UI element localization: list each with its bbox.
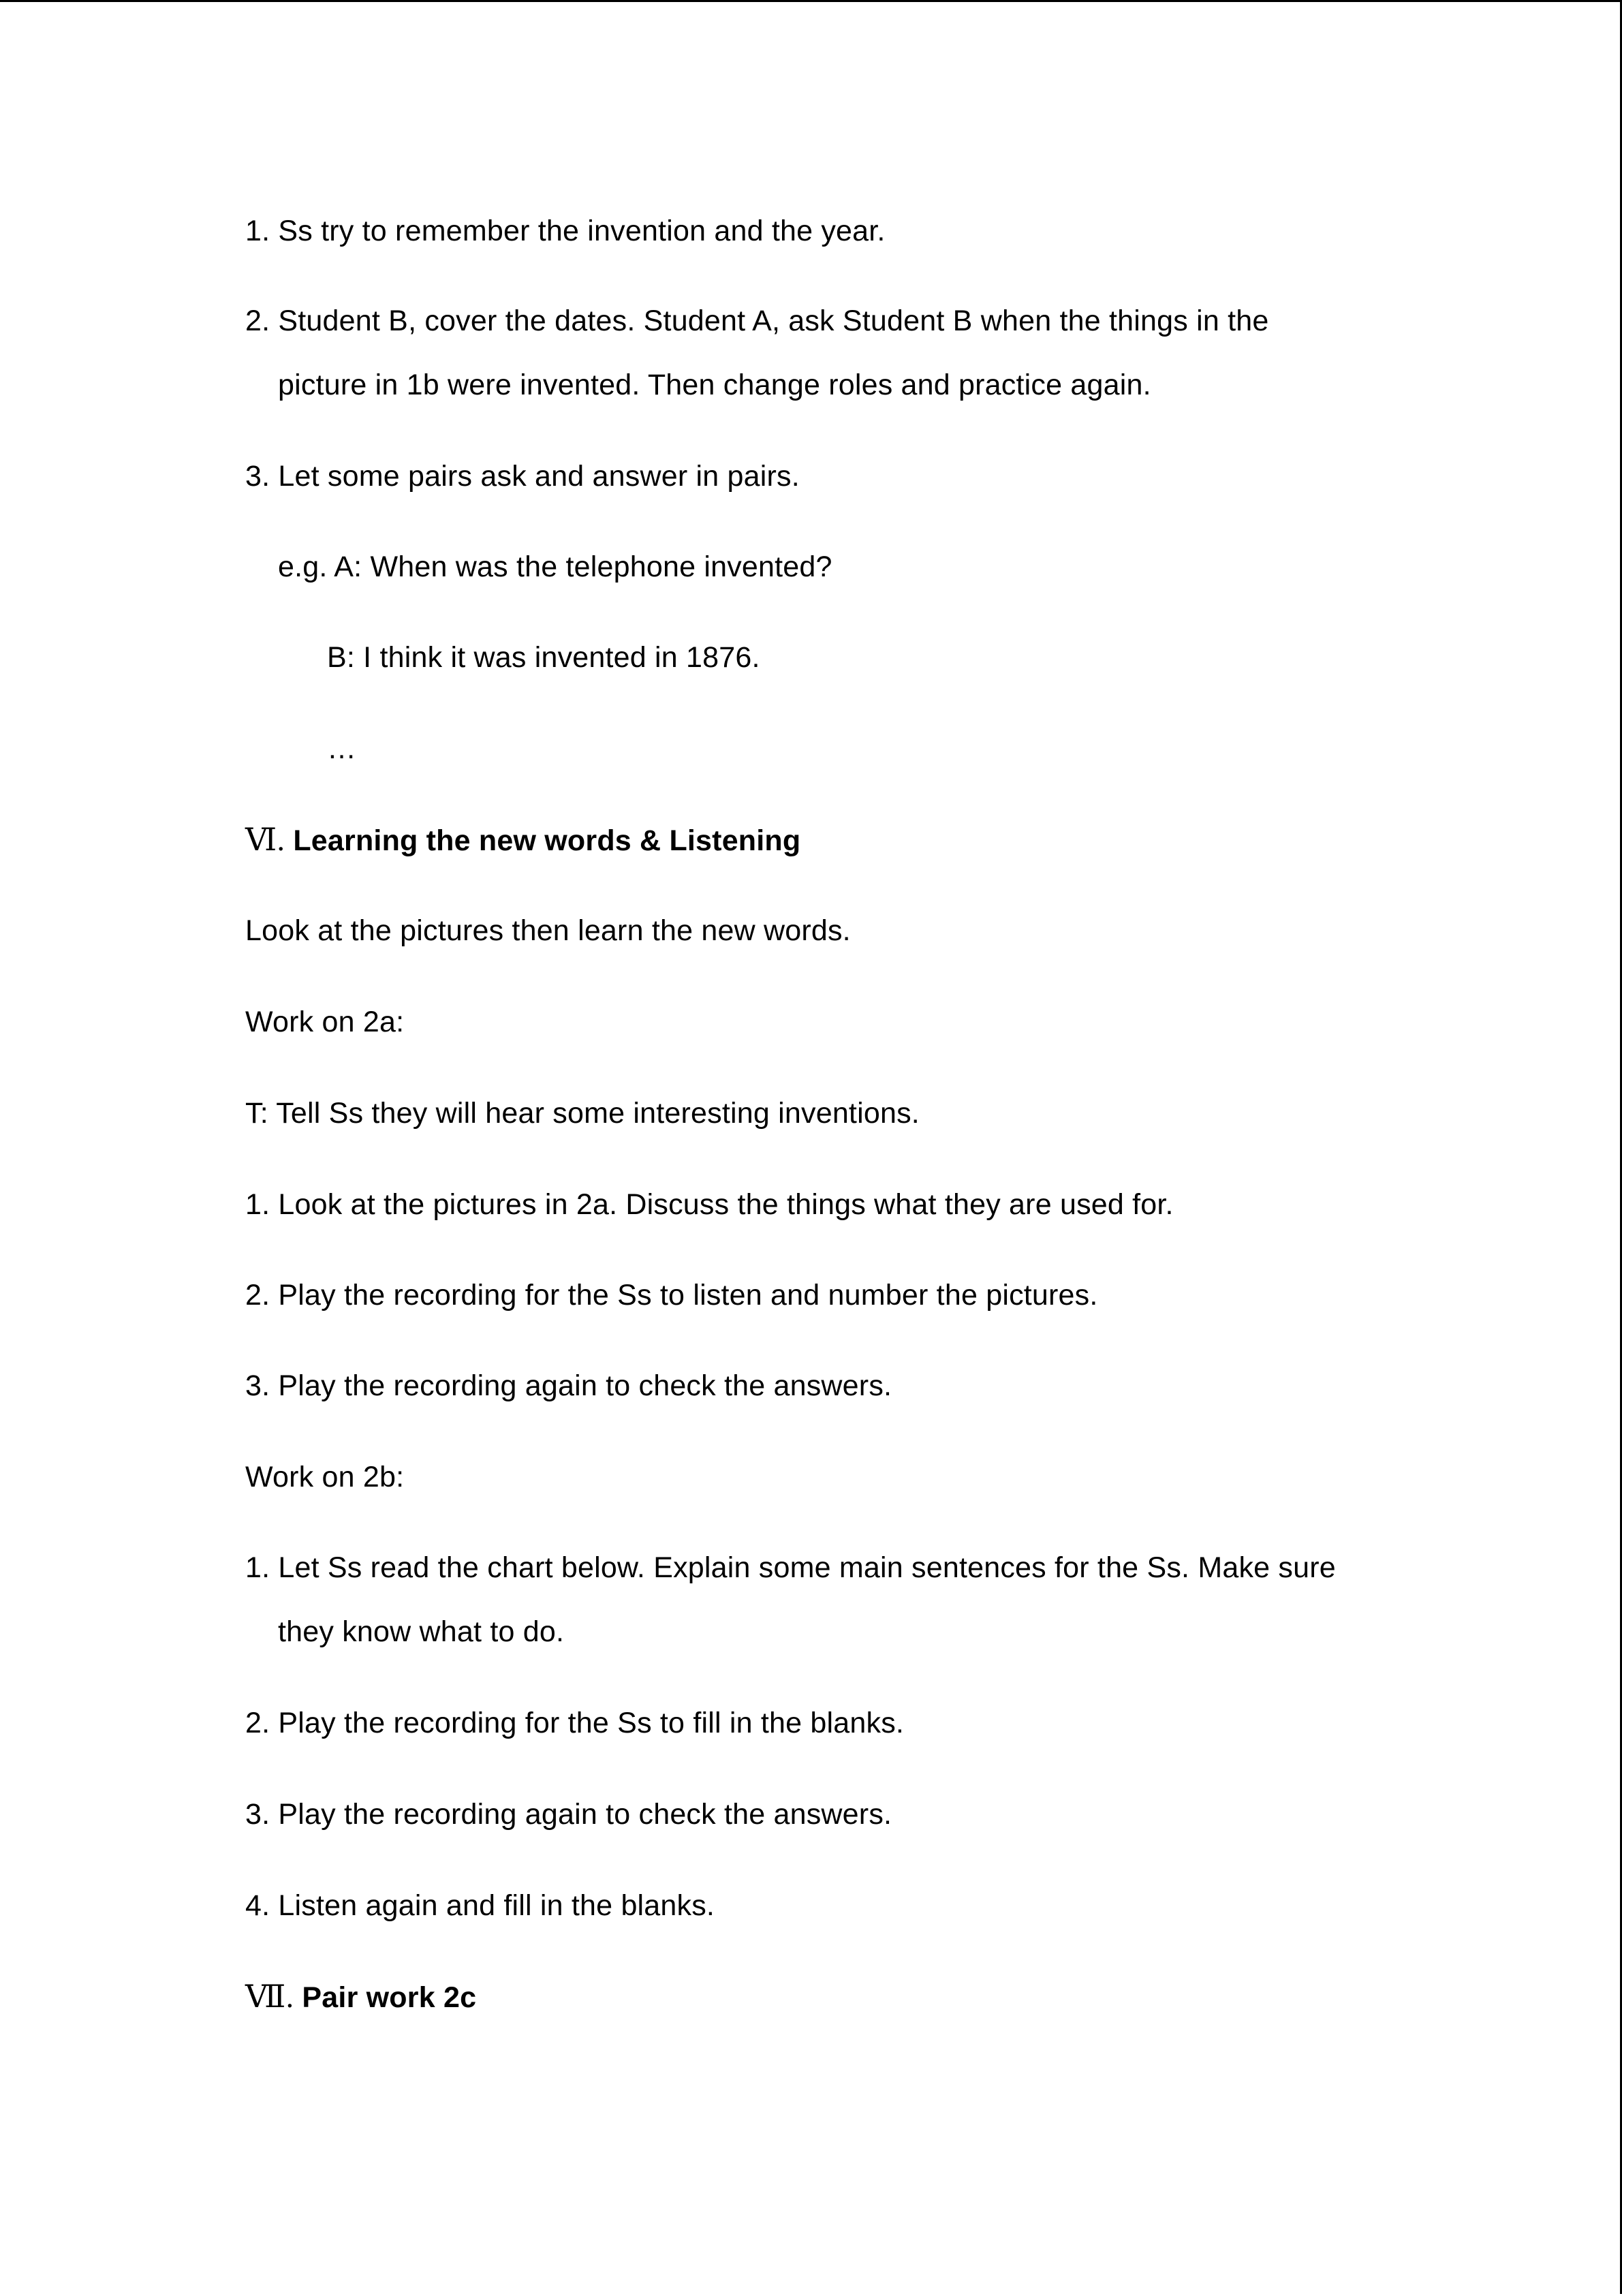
work-on-2b-line: Work on 2b: (245, 1461, 405, 1493)
work-on-2a-line: Work on 2a: (245, 1006, 405, 1038)
2b-step-4-line: 4. Listen again and fill in the blanks. (245, 1889, 715, 1922)
step-2-continuation-line: picture in 1b were invented. Then change roles and practice again. (278, 369, 1151, 401)
learn-words-line: Look at the pictures then learn the new words. (245, 914, 851, 947)
example-question-line: e.g. A: When was the telephone invented? (278, 550, 832, 583)
step-1-line: 1. Ss try to remember the invention and the year. (245, 215, 886, 247)
2b-step-2-line: 2. Play the recording for the Ss to fill in the blanks. (245, 1707, 905, 1739)
2b-step-1-line: 1. Let Ss read the chart below. Explain some main sentences for the Ss. Make sure (245, 1551, 1336, 1584)
section-numeral: Ⅶ. (245, 1979, 294, 2014)
section-title: Pair work 2c (302, 1981, 477, 2014)
document-content (0, 2, 1622, 2296)
2a-step-2-line: 2. Play the recording for the Ss to listen and number the pictures. (245, 1279, 1098, 1312)
example-answer-line: B: I think it was invented in 1876. (327, 641, 760, 674)
ellipsis-line: … (327, 732, 357, 765)
2a-step-1-line: 1. Look at the pictures in 2a. Discuss the things what they are used for. (245, 1188, 1174, 1221)
section-title: Learning the new words & Listening (293, 824, 801, 857)
2b-step-3-line: 3. Play the recording again to check the answers. (245, 1798, 892, 1831)
teacher-instruction-line: T: Tell Ss they will hear some interesting inventions. (245, 1097, 920, 1130)
section-heading-vi (245, 820, 800, 861)
section-numeral: Ⅵ. (245, 822, 285, 857)
step-3-line: 3. Let some pairs ask and answer in pairs. (245, 460, 800, 493)
2a-step-3-line: 3. Play the recording again to check the answers. (245, 1369, 892, 1402)
section-heading-vii (245, 1976, 476, 2018)
2b-step-1-continuation-line: they know what to do. (278, 1615, 565, 1648)
step-2-line: 2. Student B, cover the dates. Student A, ask Student B when the things in the (245, 305, 1269, 337)
